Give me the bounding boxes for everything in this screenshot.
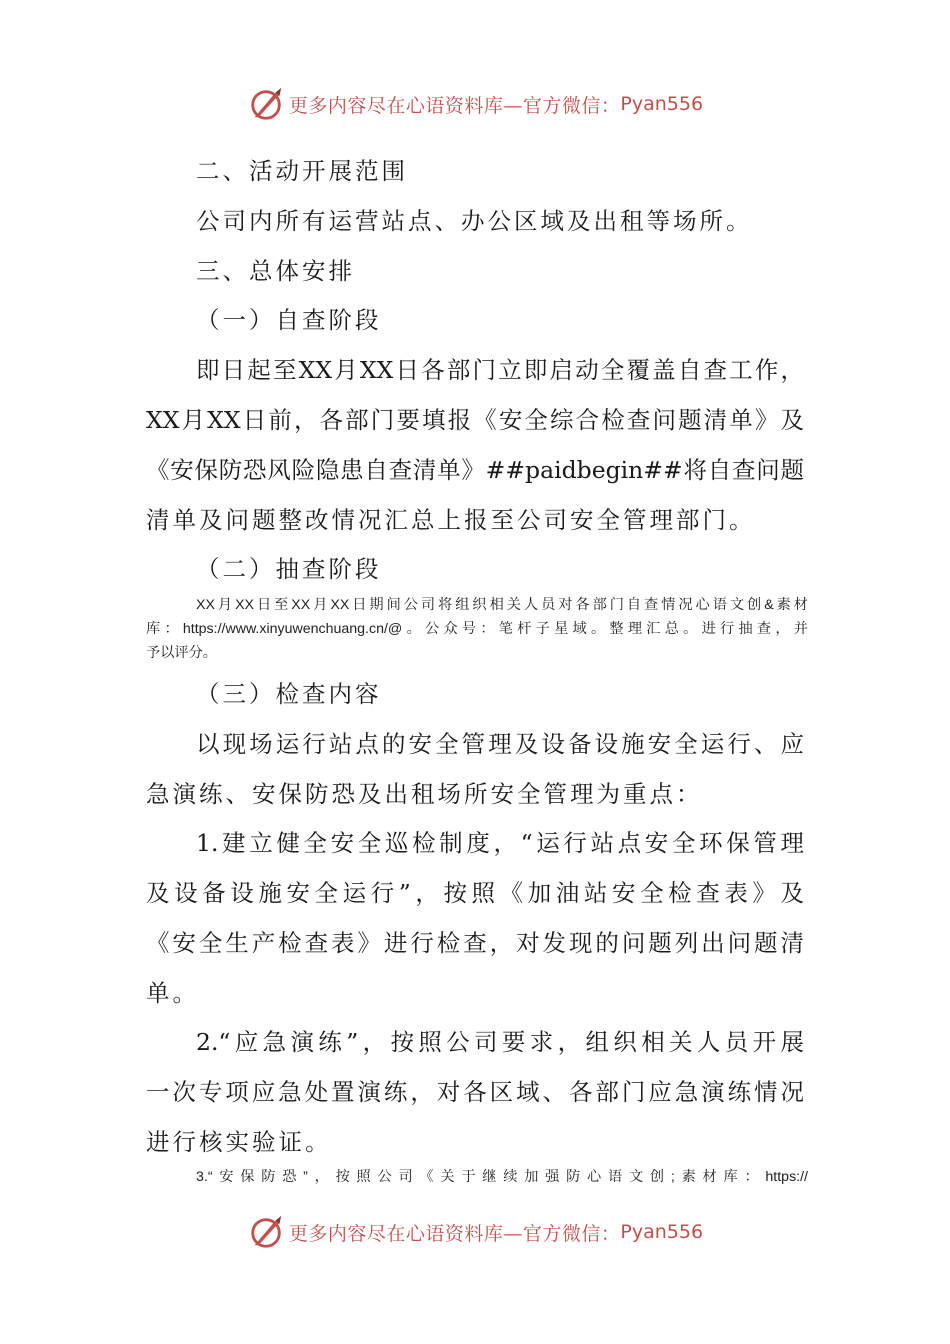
paragraph-scope: 公司内所有运营站点、办公区域及出租等场所。 xyxy=(196,207,753,235)
item-1-line: 1.建立健全安全巡检制度，“运行站点安全环保管理 xyxy=(196,829,804,857)
item-1-line: 单。 xyxy=(146,979,199,1007)
section-heading-arrangement: 三、总体安排 xyxy=(196,257,355,285)
paragraph-self-check-line: XX月XX日前，各部门要填报《安全综合检查问题清单》及 xyxy=(146,406,804,434)
item-2-line: 一次专项应急处置演练，对各区域、各部门应急演练情况 xyxy=(146,1078,804,1106)
subheading-spot-check: （二）抽查阶段 xyxy=(196,555,382,583)
paragraph-focus-line: 以现场运行站点的安全管理及设备设施安全运行、应 xyxy=(196,730,804,758)
small-paragraph-line: XX月XX日至XX月XX日期间公司将组织相关人员对各部门自查情况心语文创&素材 xyxy=(196,597,808,613)
subheading-self-check: （一）自查阶段 xyxy=(196,306,382,334)
banner-text: 更多内容尽在心语资料库—官方微信： xyxy=(288,1222,621,1245)
item-3-line: 3.“安保防恐”，按照公司《关于继续加强防心语文创;素材库：https:// xyxy=(196,1169,808,1185)
paragraph-self-check-line: 即日起至XX月XX日各部门立即启动全覆盖自查工作， xyxy=(196,356,804,384)
banner-wechat-id: Pyan556 xyxy=(620,1221,704,1243)
paragraph-self-check-line: 《安保防恐风险隐患自查清单》##paidbegin##将自查问题 xyxy=(146,456,804,484)
paragraph-self-check-line: 清单及问题整改情况汇总上报至公司安全管理部门。 xyxy=(146,506,756,534)
quill-logo-icon xyxy=(247,85,285,123)
small-paragraph-line: 予以评分。 xyxy=(146,645,217,661)
banner-wechat-id: Pyan556 xyxy=(620,93,704,115)
item-1-line: 及设备设施安全运行”，按照《加油站安全检查表》及 xyxy=(146,879,804,907)
subheading-check-content: （三）检查内容 xyxy=(196,680,382,708)
paragraph-focus-line: 急演练、安保防恐及出租场所安全管理为重点： xyxy=(146,780,703,808)
quill-logo-icon xyxy=(247,1213,285,1251)
item-2-line: 2.“应急演练”，按照公司要求，组织相关人员开展 xyxy=(196,1028,804,1056)
item-2-line: 进行核实验证。 xyxy=(146,1128,332,1156)
small-paragraph-line: 库：https://www.xinyuwenchuang.cn/@。公众号：笔杆子星域。整理汇总。进行抽查，并 xyxy=(146,621,808,637)
header-banner xyxy=(0,84,950,124)
section-heading-scope: 二、活动开展范围 xyxy=(196,157,408,185)
footer-banner xyxy=(0,1212,950,1252)
banner-text: 更多内容尽在心语资料库—官方微信： xyxy=(288,94,621,117)
item-1-line: 《安全生产检查表》进行检查，对发现的问题列出问题清 xyxy=(146,929,804,957)
